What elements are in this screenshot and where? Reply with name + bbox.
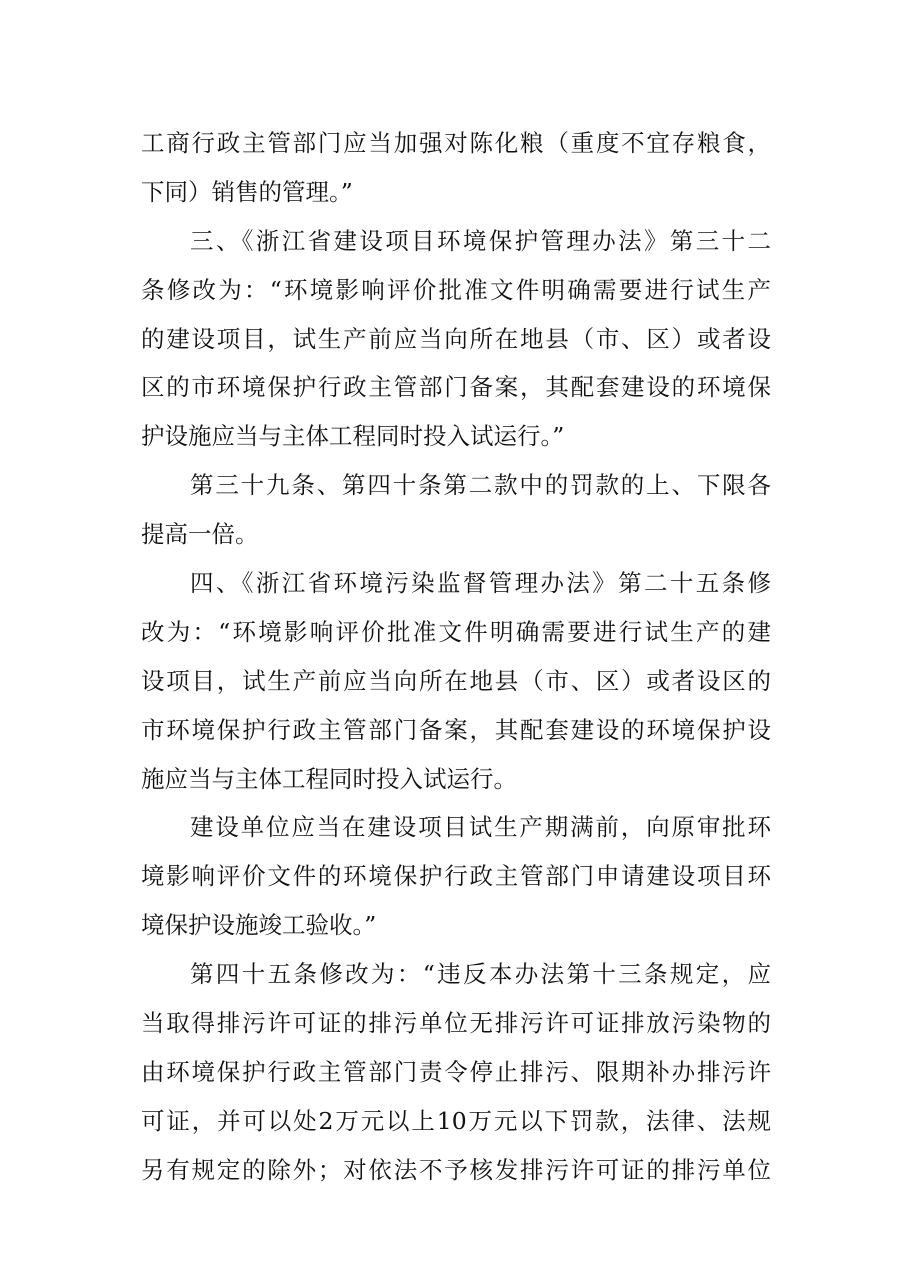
text-line-21: 可证，并可以处2万元以上10万元以下罚款，法律、法规 [141, 1106, 771, 1135]
text-line-5: 的建设项目，试生产前应当向所在地县（市、区）或者设 [141, 324, 771, 353]
text-line-9: 提高一倍。 [141, 520, 259, 549]
text-line-16: 境影响评价文件的环境保护行政主管部门申请建设项目环 [141, 862, 771, 891]
document-body [141, 119, 771, 1195]
text-line-13: 市环境保护行政主管部门备案，其配套建设的环境保护设 [141, 715, 771, 744]
text-line-11: 改为：“环境影响评价批准文件明确需要进行试生产的建 [141, 617, 771, 646]
text-line-20: 由环境保护行政主管部门责令停止排污、限期补办排污许 [141, 1057, 771, 1086]
text-line-22: 另有规定的除外；对依法不予核发排污许可证的排污单位 [141, 1155, 771, 1184]
text-line-4: 条修改为：“环境影响评价批准文件明确需要进行试生产 [141, 275, 771, 304]
text-line-7: 护设施应当与主体工程同时投入试运行。” [141, 422, 565, 451]
text-line-12: 设项目，试生产前应当向所在地县（市、区）或者设区的 [141, 666, 771, 695]
text-line-17: 境保护设施竣工验收。” [141, 911, 377, 940]
text-line-8: 第三十九条、第四十条第二款中的罚款的上、下限各 [190, 471, 771, 500]
text-line-2: 下同）销售的管理。” [141, 177, 353, 206]
text-line-18: 第四十五条修改为：“违反本办法第十三条规定，应 [190, 960, 771, 989]
text-line-14: 施应当与主体工程同时投入试运行。 [141, 764, 517, 793]
text-line-19: 当取得排污许可证的排污单位无排污许可证排放污染物的 [141, 1009, 771, 1038]
text-line-6: 区的市环境保护行政主管部门备案，其配套建设的环境保 [141, 373, 771, 402]
text-line-10: 四、《浙江省环境污染监督管理办法》第二十五条修 [190, 569, 771, 598]
text-line-3: 三、《浙江省建设项目环境保护管理办法》第三十二 [190, 226, 771, 255]
text-line-15: 建设单位应当在建设项目试生产期满前，向原审批环 [190, 813, 771, 842]
text-line-1: 工商行政主管部门应当加强对陈化粮（重度不宜存粮食， [141, 129, 771, 157]
